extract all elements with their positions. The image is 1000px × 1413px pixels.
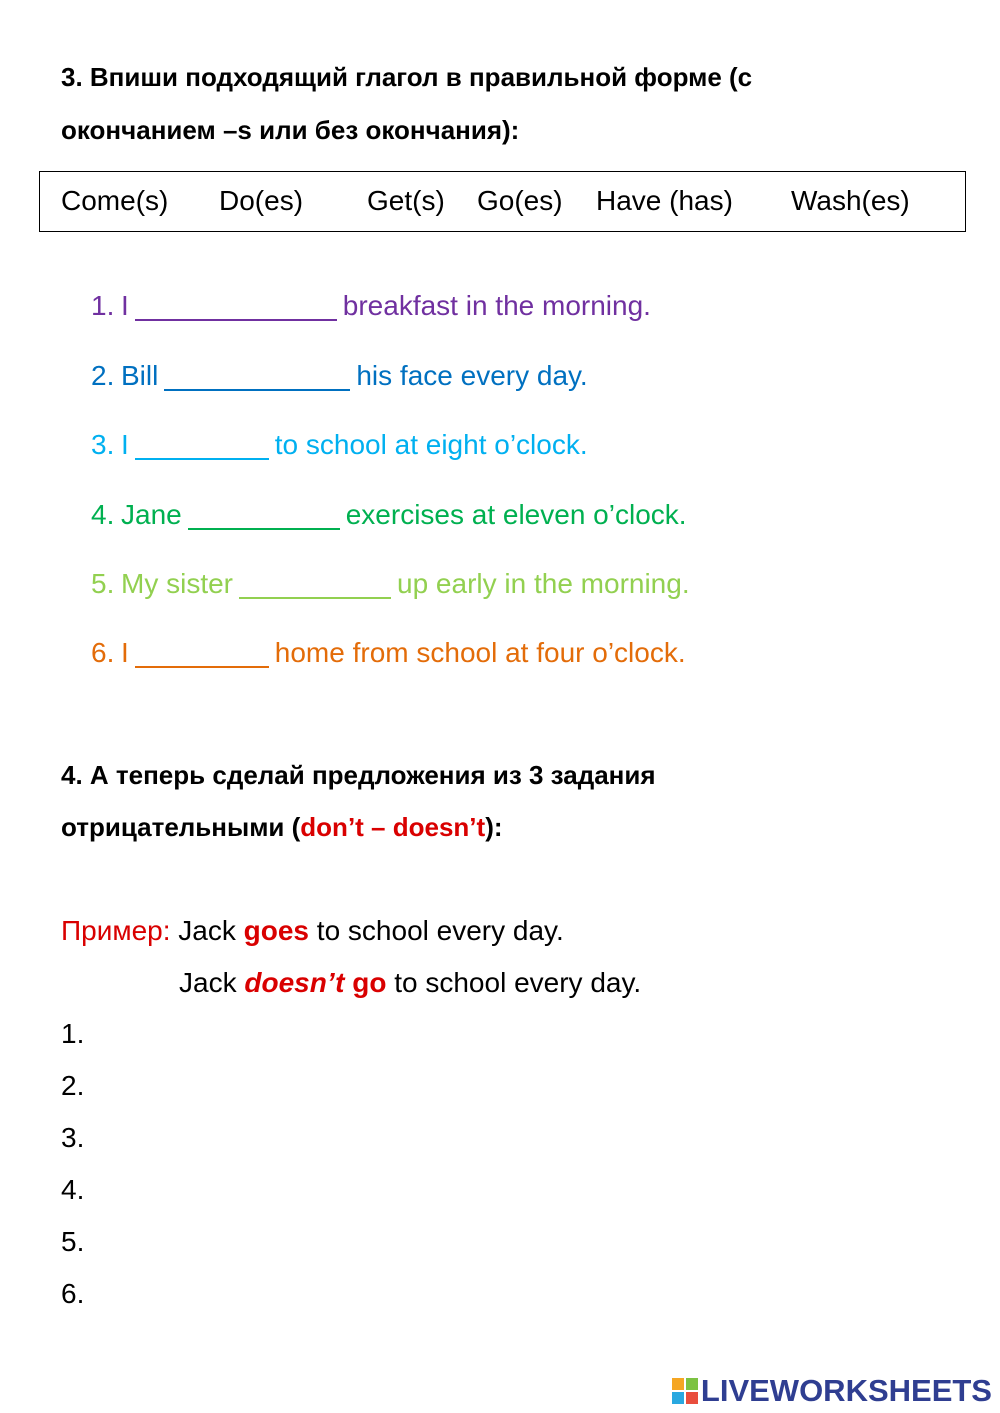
task4-title-end: ): (485, 812, 503, 842)
sentence-2 (91, 360, 588, 392)
blank-input-5[interactable] (239, 571, 391, 599)
blank-input-4[interactable] (188, 502, 340, 530)
sentence-subject: I (121, 429, 129, 460)
sentence-4 (91, 499, 687, 531)
sentence-rest: his face every day. (356, 360, 588, 391)
sentence-3 (91, 429, 588, 461)
example-rest: to school every day. (394, 967, 642, 998)
word-bank (39, 171, 966, 232)
answer-number: 5. (61, 1226, 85, 1258)
sentence-rest: to school at eight o’clock. (274, 429, 588, 460)
example-verb: go (352, 967, 387, 998)
sentence-subject: I (121, 637, 129, 668)
sentence-number: 2. (91, 360, 115, 391)
answer-number: 3. (61, 1122, 85, 1154)
example-subject: Jack (178, 915, 236, 946)
answer-input-5[interactable] (101, 1226, 925, 1262)
task3-title-line2: окончанием –s или без окончания): (61, 115, 520, 145)
answer-number: 2. (61, 1070, 85, 1102)
example-line-2 (179, 967, 641, 999)
task4-title-line1: 4. А теперь сделай предложения из 3 задания (61, 760, 656, 790)
answer-number: 1. (61, 1018, 85, 1050)
sentence-number: 4. (91, 499, 115, 530)
answer-number: 4. (61, 1174, 85, 1206)
word-bank-item: Get(s) (367, 185, 445, 216)
answer-row-6 (61, 1278, 941, 1318)
answer-input-6[interactable] (101, 1278, 925, 1314)
sentence-rest: breakfast in the morning. (342, 290, 651, 321)
blank-input-6[interactable] (135, 640, 269, 668)
answer-number: 6. (61, 1278, 85, 1310)
answer-input-2[interactable] (101, 1070, 925, 1106)
answer-input-1[interactable] (101, 1018, 925, 1054)
sentence-subject: Jane (121, 499, 182, 530)
example-rest: to school every day. (316, 915, 564, 946)
answer-row-3 (61, 1122, 941, 1162)
answer-row-2 (61, 1070, 941, 1110)
sentence-subject: Bill (121, 360, 159, 391)
word-bank-item: Wash(es) (791, 185, 910, 216)
task4-title-start: отрицательными ( (61, 812, 301, 842)
example-line-1 (61, 915, 564, 947)
sentence-subject: My sister (121, 568, 233, 599)
answer-row-1 (61, 1018, 941, 1058)
example-verb: goes (243, 915, 310, 946)
liveworksheets-logo-icon (671, 1377, 699, 1405)
liveworksheets-logo (671, 1374, 992, 1408)
sentence-rest: exercises at eleven o’clock. (345, 499, 687, 530)
sentence-number: 6. (91, 637, 115, 668)
answer-input-4[interactable] (101, 1174, 925, 1210)
answer-row-4 (61, 1174, 941, 1214)
sentence-rest: home from school at four o’clock. (274, 637, 686, 668)
logo-text: LIVEWORKSHEETS (700, 1373, 992, 1408)
sentence-number: 5. (91, 568, 115, 599)
task3-title-line1: 3. Впиши подходящий глагол в правильной форме (с (61, 62, 753, 92)
task4-title-highlight: don’t – doesn’t (300, 812, 486, 842)
sentence-subject: I (121, 290, 129, 321)
task4-title-line2 (61, 812, 503, 843)
example-negation: doesn’t (244, 967, 345, 998)
sentence-6 (91, 637, 686, 669)
answer-row-5 (61, 1226, 941, 1266)
sentence-number: 1. (91, 290, 115, 321)
sentence-number: 3. (91, 429, 115, 460)
blank-input-1[interactable] (135, 293, 337, 321)
sentence-1 (91, 290, 651, 322)
word-bank-item: Go(es) (477, 185, 563, 216)
word-bank-item: Have (has) (596, 185, 733, 216)
answer-input-3[interactable] (101, 1122, 925, 1158)
word-bank-item: Do(es) (219, 185, 304, 216)
word-bank-item: Come(s) (61, 185, 169, 216)
sentence-rest: up early in the morning. (397, 568, 690, 599)
example-label: Пример: (61, 915, 171, 946)
blank-input-3[interactable] (135, 432, 269, 460)
sentence-5 (91, 568, 690, 600)
blank-input-2[interactable] (164, 363, 350, 391)
example-subject: Jack (179, 967, 237, 998)
